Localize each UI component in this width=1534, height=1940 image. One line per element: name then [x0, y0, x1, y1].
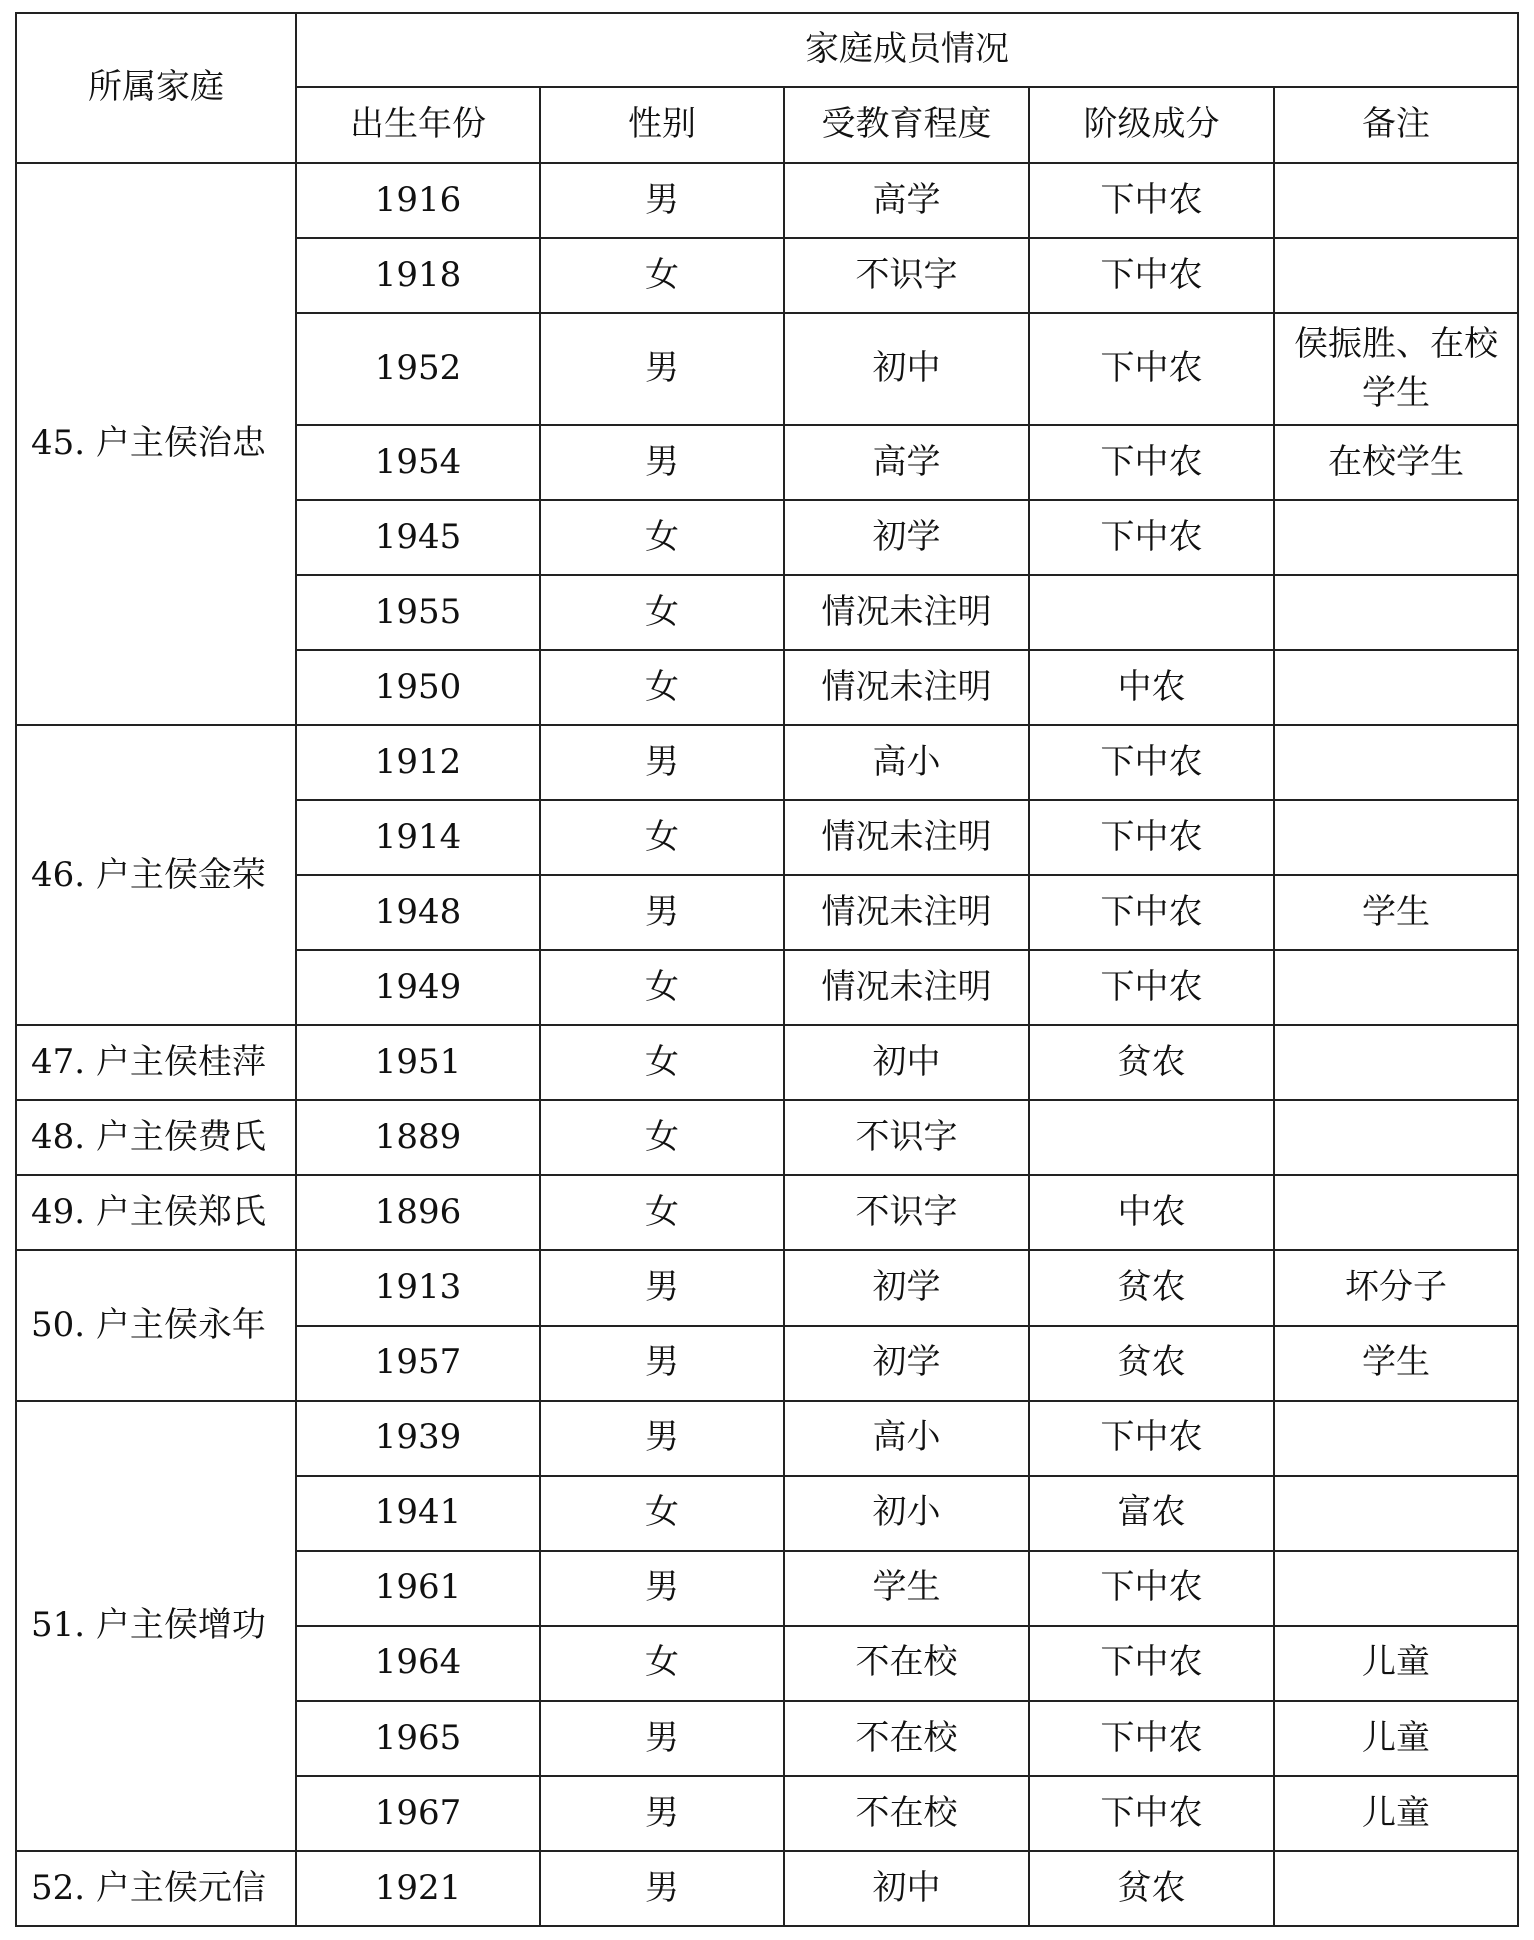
member-birth-year: 1941: [296, 1476, 540, 1551]
member-birth-year: 1950: [296, 650, 540, 725]
member-class: 富农: [1029, 1476, 1274, 1551]
member-education: 不在校: [784, 1776, 1029, 1851]
member-note: [1274, 1100, 1518, 1175]
member-class: 贫农: [1029, 1851, 1274, 1926]
member-birth-year: 1952: [296, 313, 540, 425]
member-sex: 女: [540, 1476, 784, 1551]
table-row: [16, 1025, 1518, 1100]
member-education: 情况未注明: [784, 650, 1029, 725]
header-col-education: 受教育程度: [784, 87, 1029, 163]
member-birth-year: 1913: [296, 1250, 540, 1325]
family-name: 52. 户主侯元信: [16, 1851, 296, 1926]
member-note: 在校学生: [1274, 425, 1518, 500]
member-note: [1274, 1851, 1518, 1926]
table-row: [16, 1100, 1518, 1175]
member-class: 下中农: [1029, 238, 1274, 313]
member-education: 情况未注明: [784, 950, 1029, 1025]
member-sex: 男: [540, 1701, 784, 1776]
member-birth-year: 1896: [296, 1175, 540, 1250]
header-family: 所属家庭: [16, 13, 296, 163]
member-note: 侯振胜、在校学生: [1274, 313, 1518, 425]
member-class: 中农: [1029, 650, 1274, 725]
member-class: 下中农: [1029, 163, 1274, 238]
member-class: 下中农: [1029, 1401, 1274, 1476]
member-birth-year: 1916: [296, 163, 540, 238]
member-sex: 女: [540, 800, 784, 875]
member-education: 初中: [784, 1025, 1029, 1100]
member-education: 初中: [784, 313, 1029, 425]
family-name: 48. 户主侯费氏: [16, 1100, 296, 1175]
member-sex: 男: [540, 1326, 784, 1401]
member-note: [1274, 500, 1518, 575]
family-name: 46. 户主侯金荣: [16, 725, 296, 1025]
member-class: 贫农: [1029, 1025, 1274, 1100]
header-col-note: 备注: [1274, 87, 1518, 163]
member-sex: 女: [540, 950, 784, 1025]
member-class: 下中农: [1029, 950, 1274, 1025]
member-sex: 男: [540, 1776, 784, 1851]
member-birth-year: 1955: [296, 575, 540, 650]
member-note: 儿童: [1274, 1626, 1518, 1701]
family-name: 51. 户主侯增功: [16, 1401, 296, 1851]
member-class: 下中农: [1029, 725, 1274, 800]
member-education: 初中: [784, 1851, 1029, 1926]
member-sex: 男: [540, 875, 784, 950]
member-education: 高学: [784, 163, 1029, 238]
member-birth-year: 1948: [296, 875, 540, 950]
table-body: [16, 163, 1518, 1926]
member-note: [1274, 1401, 1518, 1476]
member-birth-year: 1889: [296, 1100, 540, 1175]
member-education: 高小: [784, 725, 1029, 800]
table-row: [16, 1851, 1518, 1926]
member-class: 下中农: [1029, 1776, 1274, 1851]
member-sex: 女: [540, 575, 784, 650]
member-birth-year: 1949: [296, 950, 540, 1025]
family-members-table: [15, 12, 1519, 1927]
member-note: [1274, 238, 1518, 313]
member-sex: 男: [540, 1551, 784, 1626]
member-sex: 女: [540, 650, 784, 725]
member-sex: 男: [540, 725, 784, 800]
member-note: [1274, 1476, 1518, 1551]
member-birth-year: 1957: [296, 1326, 540, 1401]
member-birth-year: 1951: [296, 1025, 540, 1100]
member-education: 初小: [784, 1476, 1029, 1551]
family-name: 50. 户主侯永年: [16, 1250, 296, 1400]
member-education: 情况未注明: [784, 800, 1029, 875]
table-row: [16, 1401, 1518, 1476]
member-birth-year: 1918: [296, 238, 540, 313]
family-name: 47. 户主侯桂萍: [16, 1025, 296, 1100]
member-birth-year: 1961: [296, 1551, 540, 1626]
header-col-year: 出生年份: [296, 87, 540, 163]
member-sex: 男: [540, 425, 784, 500]
member-education: 不识字: [784, 1100, 1029, 1175]
member-class: 下中农: [1029, 1551, 1274, 1626]
member-note: [1274, 1551, 1518, 1626]
member-sex: 男: [540, 313, 784, 425]
member-sex: 女: [540, 1626, 784, 1701]
member-education: 不在校: [784, 1701, 1029, 1776]
member-note: 坏分子: [1274, 1250, 1518, 1325]
header-col-class: 阶级成分: [1029, 87, 1274, 163]
member-birth-year: 1914: [296, 800, 540, 875]
header-col-sex: 性别: [540, 87, 784, 163]
member-note: [1274, 575, 1518, 650]
member-birth-year: 1964: [296, 1626, 540, 1701]
member-education: 初学: [784, 500, 1029, 575]
table-row: [16, 725, 1518, 800]
member-note: 儿童: [1274, 1776, 1518, 1851]
member-class: 下中农: [1029, 313, 1274, 425]
member-birth-year: 1939: [296, 1401, 540, 1476]
member-class: [1029, 575, 1274, 650]
member-note: [1274, 1175, 1518, 1250]
member-class: 下中农: [1029, 425, 1274, 500]
member-class: [1029, 1100, 1274, 1175]
member-note: [1274, 650, 1518, 725]
member-education: 学生: [784, 1551, 1029, 1626]
member-note: [1274, 1025, 1518, 1100]
member-sex: 女: [540, 500, 784, 575]
table-row: [16, 163, 1518, 238]
table-row: [16, 1250, 1518, 1325]
member-class: 下中农: [1029, 875, 1274, 950]
member-education: 高小: [784, 1401, 1029, 1476]
member-birth-year: 1912: [296, 725, 540, 800]
member-sex: 女: [540, 238, 784, 313]
member-note: 儿童: [1274, 1701, 1518, 1776]
member-education: 初学: [784, 1250, 1029, 1325]
member-sex: 女: [540, 1100, 784, 1175]
member-education: 高学: [784, 425, 1029, 500]
member-sex: 男: [540, 1851, 784, 1926]
member-education: 情况未注明: [784, 575, 1029, 650]
member-education: 不识字: [784, 1175, 1029, 1250]
member-birth-year: 1921: [296, 1851, 540, 1926]
family-name: 45. 户主侯治忠: [16, 163, 296, 725]
table-row: [16, 1175, 1518, 1250]
member-birth-year: 1945: [296, 500, 540, 575]
family-name: 49. 户主侯郑氏: [16, 1175, 296, 1250]
table-header: [16, 13, 1518, 163]
member-note: [1274, 950, 1518, 1025]
member-education: 情况未注明: [784, 875, 1029, 950]
member-class: 中农: [1029, 1175, 1274, 1250]
member-class: 下中农: [1029, 500, 1274, 575]
member-birth-year: 1954: [296, 425, 540, 500]
member-birth-year: 1965: [296, 1701, 540, 1776]
member-education: 不识字: [784, 238, 1029, 313]
member-class: 贫农: [1029, 1326, 1274, 1401]
member-note: 学生: [1274, 875, 1518, 950]
member-sex: 男: [540, 1250, 784, 1325]
member-class: 下中农: [1029, 800, 1274, 875]
member-sex: 女: [540, 1025, 784, 1100]
member-note: 学生: [1274, 1326, 1518, 1401]
member-sex: 男: [540, 1401, 784, 1476]
member-class: 贫农: [1029, 1250, 1274, 1325]
header-members: 家庭成员情况: [296, 13, 1518, 87]
member-note: [1274, 725, 1518, 800]
member-note: [1274, 163, 1518, 238]
member-education: 不在校: [784, 1626, 1029, 1701]
member-class: 下中农: [1029, 1701, 1274, 1776]
member-note: [1274, 800, 1518, 875]
member-sex: 女: [540, 1175, 784, 1250]
member-class: 下中农: [1029, 1626, 1274, 1701]
member-education: 初学: [784, 1326, 1029, 1401]
member-birth-year: 1967: [296, 1776, 540, 1851]
member-sex: 男: [540, 163, 784, 238]
